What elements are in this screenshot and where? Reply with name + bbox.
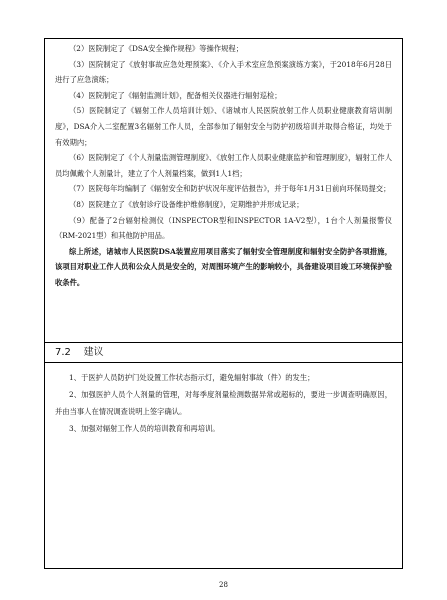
measure-item-5: （5）医院制定了《辐射工作人员培训计划》、《诸城市人民医院放射工作人员职业健康教育培训制度》，DSA介入二室配置3名辐射工作人员，全部参加了辐射安全与防护初级培训并取得合格证，均处于有效期内； (55, 106, 392, 147)
section-title: 建议 (83, 347, 104, 358)
report-table (44, 38, 403, 569)
measure-item-4: （4）医院制定了《辐射监测计划》，配备相关仪器进行辐射巡检； (69, 90, 282, 100)
measure-item-8: （8）医院建立了《放射诊疗设备维护维修制度》，定期维护并形成记录； (69, 199, 304, 209)
page-number: 28 (219, 581, 228, 589)
section-heading (45, 343, 402, 363)
conclusion-paragraph: 综上所述，诸城市人民医院DSA装置应用项目落实了辐射安全管理制度和辐射安全防护各项措施，该项目对职业工作人员和公众人员是安全的，对周围环境产生的影响较小，具备建设项目竣工环境保护验收条件。 (55, 246, 392, 287)
measure-item-2: （2）医院制定了《DSA安全操作规程》等操作规程； (69, 44, 243, 53)
measure-item-6: （6）医院制定了《个人剂量监测管理制度》、《放射工作人员职业健康监护和管理制度》，辐射工作人员均佩戴个人剂量计，建立了个人剂量档案，做到1人1档； (55, 153, 392, 178)
measure-item-9: （9）配备了2台辐射检测仪（INSPECTOR型和INSPECTOR 1A-V2型），1台个人剂量报警仪（RM-2021型）和其他防护用品。 (55, 215, 392, 241)
suggestion-item-1: 1、于医护人员防护门处设置工作状态指示灯，避免辐射事故（件）的发生； (69, 373, 315, 382)
suggestion-item-2: 2、加强医护人员个人剂量的管理，对每季度剂量检测数据异常或超标的，要进一步调查明确原因，并由当事人在情况调查说明上签字确认。 (55, 390, 392, 416)
suggestion-item-3: 3、加强对辐射工作人员的培训教育和再培训。 (69, 424, 220, 433)
section-number: 7.2 (55, 347, 71, 358)
measures-cell (45, 39, 402, 343)
measure-item-7: （7）医院每年均编制了《辐射安全和防护状况年度评估报告》，并于每年1月31日前向环保局提交； (69, 184, 391, 194)
measure-item-3: （3）医院制定了《放射事故应急处理预案》、《介入手术室应急预案演练方案》，于2018年6月28日进行了应急演练； (55, 59, 392, 85)
suggestions-cell (45, 369, 402, 437)
